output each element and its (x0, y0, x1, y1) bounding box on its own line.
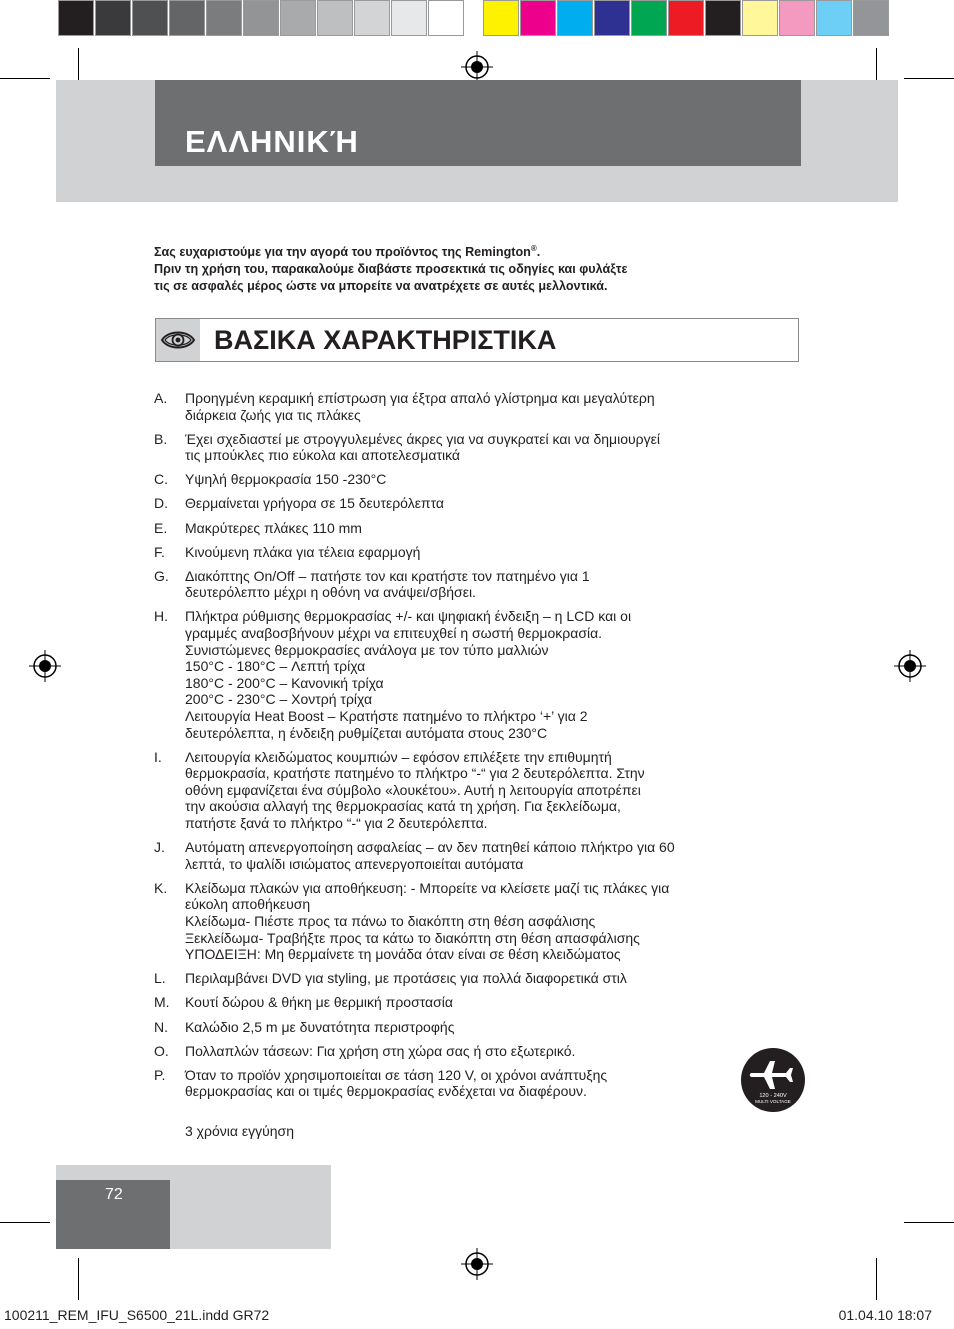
slug-filename: 100211_REM_IFU_S6500_21L.indd GR72 (4, 1307, 270, 1323)
color-swatch (243, 0, 279, 36)
feature-line: δευτερόλεπτο μέχρι η οθόνη να ανάψει/σβήσει. (185, 584, 476, 601)
feature-text (185, 520, 804, 537)
feature-line: Περιλαμβάνει DVD για styling, με προτάσεις για πολλά διαφορετικά στιλ (185, 970, 627, 987)
feature-letter: E. (154, 519, 168, 536)
feature-letter: F. (154, 543, 165, 560)
crop-mark (78, 1258, 79, 1300)
feature-line: Θερμαίνεται γρήγορα σε 15 δευτερόλεπτα (185, 495, 445, 512)
intro-line (154, 240, 804, 261)
color-swatch (58, 0, 94, 36)
feature-item (154, 520, 804, 537)
feature-line: οθόνη εμφανίζεται ένα σύμβολο «λουκέτου». Αυτή η λειτουργία αποτρέπει (185, 781, 641, 798)
feature-line: 200°C - 230°C – Χοντρή τρίχα (185, 691, 373, 708)
feature-letter: O. (154, 1042, 169, 1059)
color-swatch (169, 0, 205, 36)
feature-line: τις μπούκλες πιο εύκολα και αποτελεσματικά (185, 447, 461, 464)
feature-item (154, 994, 804, 1011)
color-swatch (631, 0, 667, 36)
color-swatch (816, 0, 852, 36)
feature-text (185, 880, 804, 963)
intro-line2: Πριν τη χρήση του, παρακαλούμε διαβάστε προσεκτικά τις οδηγίες και φυλάξτε (154, 262, 628, 277)
feature-text (185, 495, 804, 512)
page-title: ΕΛΛΗΝΙΚΉ (185, 124, 359, 159)
feature-letter: G. (154, 567, 169, 584)
feature-line: 150°C - 180°C – Λεπτή τρίχα (185, 658, 366, 675)
color-swatch (391, 0, 427, 36)
color-swatch (705, 0, 741, 36)
feature-text (185, 1043, 804, 1060)
feature-line: 180°C - 200°C – Κανονική τρίχα (185, 674, 384, 691)
feature-letter: J. (154, 839, 165, 856)
feature-text (185, 970, 804, 987)
gray-swatch-bar (58, 0, 465, 38)
registration-mark-icon (894, 650, 926, 682)
registration-mark-icon (461, 1248, 493, 1280)
registration-mark-icon (29, 650, 61, 682)
warranty-text: 3 χρόνια εγγύηση (185, 1123, 294, 1139)
feature-item (154, 471, 804, 488)
feature-letter: L. (154, 970, 166, 987)
color-swatch (95, 0, 131, 36)
color-swatch (206, 0, 242, 36)
feature-line: Πλήκτρα ρύθμισης θερμοκρασίας +/- και ψηφιακή ένδειξη – η LCD και οι (185, 608, 632, 625)
color-swatch (853, 0, 889, 36)
slug-date: 01.04.10 18:07 (838, 1307, 932, 1323)
feature-letter: P. (154, 1066, 166, 1083)
color-swatch (354, 0, 390, 36)
feature-line: Λειτουργία κλειδώματος κουμπιών – εφόσον επιλέξετε την επιθυμητή (185, 748, 612, 765)
intro-line1-end: . (536, 245, 541, 260)
multi-voltage-badge (740, 1047, 806, 1113)
color-swatch (557, 0, 593, 36)
feature-line: εύκολη αποθήκευση (185, 896, 311, 913)
badge-label: MULTI VOLTAGE (755, 1099, 791, 1104)
feature-item (154, 495, 804, 512)
feature-letter: N. (154, 1018, 168, 1035)
feature-line: Κλείδωμα- Πιέστε προς τα πάνω το διακόπτη στη θέση ασφάλισης (185, 913, 596, 930)
feature-text (185, 471, 804, 488)
feature-text (185, 1019, 804, 1036)
feature-letter: K. (154, 879, 168, 896)
feature-text (185, 390, 804, 423)
feature-item (154, 431, 804, 464)
registered-mark: ® (530, 244, 537, 253)
section-header (155, 318, 799, 362)
feature-text (185, 994, 804, 1011)
feature-line: Κλείδωμα πλακών για αποθήκευση: - Μπορείτε να κλείσετε μαζί τις πλάκες για (185, 879, 670, 896)
feature-line: Διακόπτης On/Off – πατήστε τον και κρατήστε τον πατημένο για 1 (185, 567, 590, 584)
feature-text (185, 1067, 804, 1100)
eye-icon (160, 325, 196, 355)
feature-line: γραμμές αναβοσβήνουν μέχρι να επιτευχθεί η σωστή θερμοκρασία. (185, 625, 603, 642)
feature-item (154, 1043, 804, 1060)
feature-line: Όταν το προϊόν χρησιμοποιείται σε τάση 120 V, οι χρόνοι ανάπτυξης (185, 1066, 608, 1083)
color-swatch (317, 0, 353, 36)
feature-line: λεπτά, το ψαλίδι ισιώματος απενεργοποιείται αυτόματα (185, 855, 524, 872)
feature-line: Λειτουργία Heat Boost – Κρατήστε πατημένο το πλήκτρο ‘+’ για 2 (185, 708, 588, 724)
feature-line: Προηγμένη κεραμική επίστρωση για έξτρα απαλό γλίστρημα και μεγαλύτερη (185, 390, 655, 406)
feature-text (185, 749, 804, 832)
feature-line: Κουτί δώρου & θήκη με θερμική προστασία (185, 994, 453, 1011)
feature-text (185, 431, 804, 464)
feature-item (154, 839, 804, 872)
feature-line: την ακούσια αλλαγή της θερμοκρασίας κατά τη χρήση. Για ξεκλείδωμα, (185, 798, 621, 815)
feature-text (185, 839, 804, 872)
feature-text (185, 568, 804, 601)
feature-item (154, 1067, 804, 1100)
feature-line: διάρκεια ζωής για τις πλάκες (185, 406, 361, 423)
feature-item (154, 390, 804, 423)
feature-line: Πολλαπλών τάσεων: Για χρήση στη χώρα σας ή στο εξωτερικό. (185, 1042, 576, 1059)
page-number: 72 (105, 1186, 123, 1203)
feature-item (154, 568, 804, 601)
intro-line3: τις σε ασφαλές μέρος ώστε να μπορείτε να ανατρέχετε σε αυτές μελλοντικά. (154, 279, 608, 294)
intro-text (154, 240, 804, 295)
feature-letter: I. (154, 748, 162, 765)
color-swatch-bar (483, 0, 890, 38)
color-swatch (280, 0, 316, 36)
intro-line1: Σας ευχαριστούμε για την αγορά του προϊόντος της Remington (154, 245, 531, 260)
feature-line: Αυτόματη απενεργοποίηση ασφαλείας – αν δεν πατηθεί κάποιο πλήκτρο για 60 (185, 839, 675, 856)
feature-letter: H. (154, 608, 168, 625)
feature-letter: B. (154, 430, 168, 447)
feature-item (154, 880, 804, 963)
color-swatch (132, 0, 168, 36)
color-swatch (594, 0, 630, 36)
feature-letter: M. (154, 994, 170, 1011)
feature-line: Υψηλή θερμοκρασία 150 -230°C (185, 471, 387, 488)
color-swatch (668, 0, 704, 36)
crop-mark (876, 1258, 877, 1300)
crop-mark (904, 1222, 954, 1223)
feature-line: Συνιστώμενες θερμοκρασίες ανάλογα με τον τύπο μαλλιών (185, 641, 549, 658)
badge-voltage: 120 - 240V (759, 1093, 787, 1099)
feature-line: Ξεκλείδωμα- Τραβήξτε προς τα κάτω το διακόπτη στη θέση απασφάλισης (185, 929, 640, 946)
feature-item (154, 970, 804, 987)
feature-text (185, 544, 804, 561)
feature-line: πατήστε ξανά το πλήκτρο “-“ για 2 δευτερόλεπτα. (185, 815, 488, 832)
feature-line: Καλώδιο 2,5 m με δυνατότητα περιστροφής (185, 1018, 455, 1035)
crop-mark (0, 78, 50, 79)
features-list (154, 390, 804, 1107)
feature-letter: D. (154, 495, 168, 512)
color-swatch (779, 0, 815, 36)
color-swatch (520, 0, 556, 36)
color-swatch (742, 0, 778, 36)
feature-line: Έχει σχεδιαστεί με στρογγυλεμένες άκρες για να συγκρατεί και να δημιουργεί (185, 430, 660, 447)
feature-line: θερμοκρασίας και οι τιμές θερμοκρασίας ενδέχεται να διαφέρουν. (185, 1083, 587, 1100)
feature-item (154, 749, 804, 832)
feature-line: δευτερόλεπτα, η ένδειξη ρυθμίζεται αυτόματα στους 230°C (185, 724, 548, 741)
feature-line: θερμοκρασία, κρατήστε πατημένο το πλήκτρο “-“ για 2 δευτερόλεπτα. Στην (185, 765, 645, 782)
feature-letter: C. (154, 471, 168, 488)
registration-mark-icon (461, 51, 493, 83)
color-swatch (428, 0, 464, 36)
crop-mark (0, 1222, 50, 1223)
crop-mark (904, 78, 954, 79)
feature-line: ΥΠΟΔΕΙΞΗ: Μη θερμαίνετε τη μονάδα όταν είναι σε θέση κλειδώματος (185, 946, 621, 963)
color-swatch (483, 0, 519, 36)
feature-text (185, 608, 804, 741)
feature-item (154, 1019, 804, 1036)
feature-line: Μακρύτερες πλάκες 110 mm (185, 519, 362, 536)
feature-item (154, 608, 804, 741)
section-title: ΒΑΣΙΚΑ ΧΑΡΑΚΤΗΡΙΣΤΙΚΑ (214, 325, 557, 355)
section-icon-cell (156, 319, 200, 361)
feature-item (154, 544, 804, 561)
feature-letter: A. (154, 390, 168, 406)
feature-line: Κινούμενη πλάκα για τέλεια εφαρμογή (185, 543, 421, 560)
